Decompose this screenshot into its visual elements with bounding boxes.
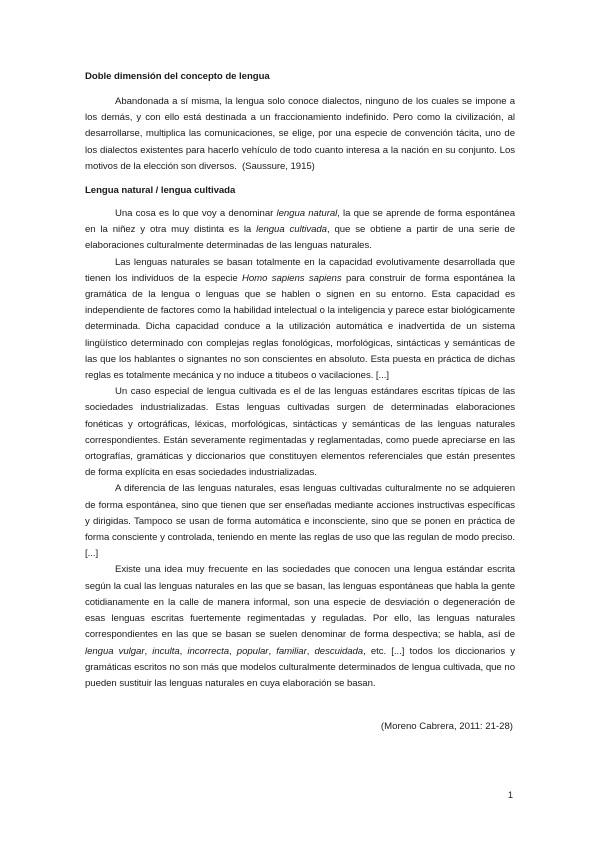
section-heading-lengua-natural: Lengua natural / lengua cultivada xyxy=(85,185,236,197)
p5-sep: , xyxy=(179,645,188,657)
paragraph-3: Un caso especial de lengua cultivada es el de las lenguas estándares escritas típicas de las sociedades industrializadas. Estas lenguas cultivadas surgen de determinadas elaboraciones fonéticas y ortográficas, léxicas, morfológicas, sintácticas y semánticas de las lenguas naturales correspondientes. Están severamente regimentadas y reglamentadas, como puede apreciarse en las ortografías, gramáticas y diccionarios que constituyen elementos referenciales que están presentes de forma explícita en esas sociedades industrializadas. xyxy=(85,386,515,479)
quote-citation: (Saussure, 1915) xyxy=(242,160,315,172)
section-heading-concepto: Doble dimensión del concepto de lengua xyxy=(85,71,270,82)
p2-text-a: Las lenguas naturales se basan totalmente en la capacidad evolutivamente desarrollada que tienen los individuos de la especie xyxy=(85,256,515,284)
p1-text-c: , la que se aprende de forma espontánea en la niñez y otra muy distinta es la xyxy=(85,208,515,236)
term-lengua-cultivada: lengua cultivada xyxy=(256,224,327,236)
p5-sep: , xyxy=(268,645,277,657)
paragraph-2 xyxy=(85,255,515,385)
p5-text-a: Existe una idea muy frecuente en las sociedades que conocen una lengua estándar escrita según la cual las lenguas naturales en las que se basan, las lenguas espontáneas que habla la gente cotidianamente en la calle de manera informal, son una especie de desviación o degeneración de esas lenguas escritas fuertemente regimentadas y reguladas. Por ello, las lenguas naturales correspondientes en las que se basan se suelen denominar de forma despectiva; se habla, así de xyxy=(85,564,515,641)
p1-text-e: , que se obtiene a partir de una serie de elaboraciones culturalmente determinadas de las lenguas naturales. xyxy=(85,224,515,252)
paragraph-4: A diferencia de las lenguas naturales, esas lenguas cultivadas culturalmente no se adquieren de forma espontánea, sino que tienen que ser enseñadas mediante acciones instructivas específicas y dirigidas. Tampoco se usan de forma automática e inconsciente, sino que se ponen en práctica de forma consciente y controlada, teniendo en mente las reglas de uso que las regulan de modo preciso. [...] xyxy=(85,483,515,560)
term-popular: popular xyxy=(236,645,269,657)
term-familiar: familiar xyxy=(276,645,307,657)
paragraph-1 xyxy=(85,206,515,255)
p5-sep: , xyxy=(306,645,315,657)
term-descuidada: descuidada xyxy=(314,645,364,657)
quote-saussure xyxy=(85,94,515,175)
p5-sep: , xyxy=(144,645,153,657)
term-incorrecta: incorrecta xyxy=(187,645,230,657)
paragraph-5 xyxy=(85,562,515,692)
citation-moreno-cabrera: (Moreno Cabrera, 2011: 21-28) xyxy=(380,721,513,732)
p5-sep: , xyxy=(229,645,237,657)
p1-text-a: Una cosa es lo que voy a denominar xyxy=(115,208,277,220)
term-inculta: inculta xyxy=(152,645,180,657)
quote-text: Abandonada a sí misma, la lengua solo conoce dialectos, ninguno de los cuales se impone a los demás, y con ello está destinada a un fraccionamiento indefinido. Pero como la civilización, al desarrollarse, multiplica las comunicaciones, se elige, por una especie de convención tácita, uno de los dialectos existentes para hacerlo vehículo de todo cuanto interesa a la nación en su conjunto. Los motivos de la elección son diversos. xyxy=(85,96,515,172)
p2-text-c: para construir de forma espontánea la gramática de la lengua o lenguas que se hablen o signen en su entorno. Esta capacidad es independiente de factores como la habilidad intelectual o la inteligencia y parece estar biológicamente determinada. Dicha capacidad conduce a la utilización automática e inadvertida de un sistema lingüístico determinado con complejas reglas fonológicas, morfológicas, sintácticas y semánticas de las que los hablantes o signantes no son conscientes en absoluto. Esta puesta en práctica de dichas reglas es totalmente mecánica y no induce a titubeos o vacilaciones. [...] xyxy=(85,272,516,382)
term-lengua-natural: lengua natural xyxy=(276,208,338,220)
p5-text-m: , etc. [...] todos los diccionarios y gramáticas escritos no son más que modelos culturalmente determinados de lengua cultivada, que no pueden sustituir las lenguas naturales en cuya elaboración se basan. xyxy=(85,645,516,689)
document-body xyxy=(85,70,515,692)
term-homo-sapiens: Homo sapiens sapiens xyxy=(242,272,342,284)
page-number: 1 xyxy=(508,790,514,800)
term-lengua-vulgar: lengua vulgar xyxy=(85,645,145,657)
